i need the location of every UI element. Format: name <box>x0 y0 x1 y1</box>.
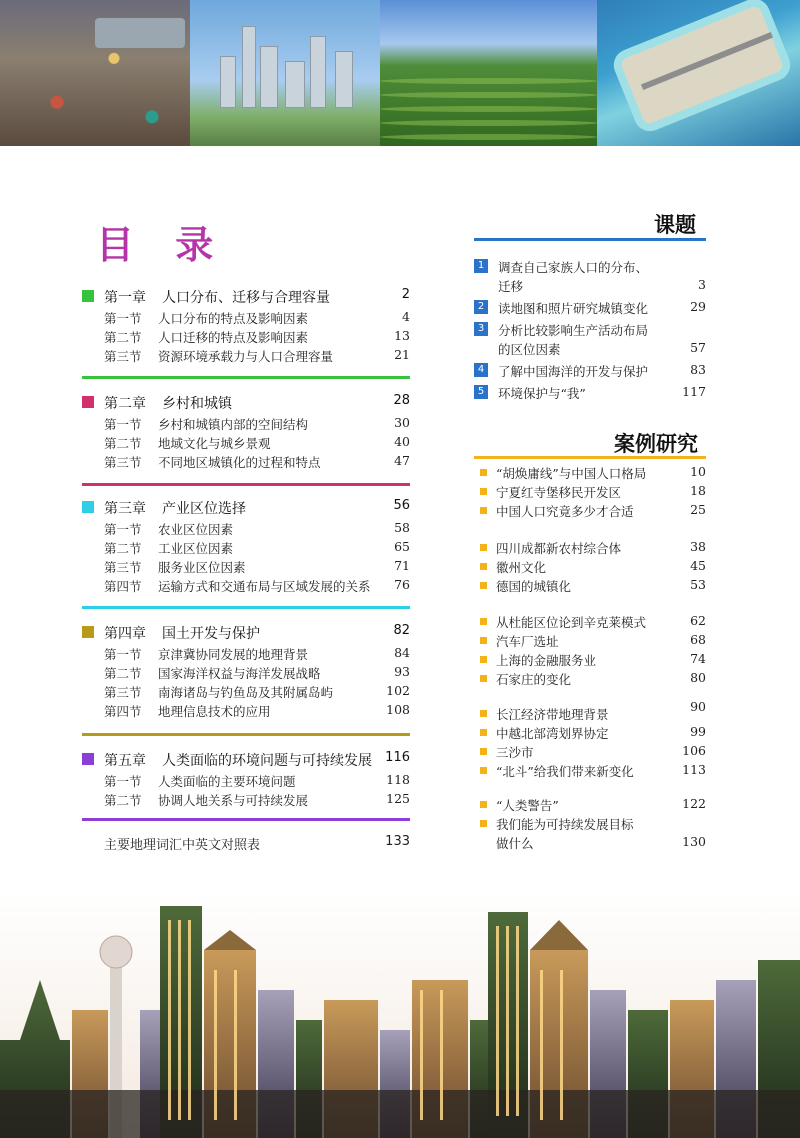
city-skyline-illustration <box>0 890 800 1138</box>
section-title: 人类面临的主要环境问题 <box>158 774 296 789</box>
section-title: 地理信息技术的应用 <box>158 704 271 719</box>
cases-title: 案例研究 <box>614 432 698 456</box>
section-title: 资源环境承载力与人口合理容量 <box>158 349 334 364</box>
topic-line2: 的区位因素 <box>498 342 561 357</box>
section-title: 运输方式和交通布局与区域发展的关系 <box>158 579 371 594</box>
section-page: 93 <box>394 664 410 679</box>
section-row[interactable] <box>82 557 410 576</box>
case-title: 长江经济带地理背景 <box>496 707 609 722</box>
case-page: 74 <box>690 651 706 666</box>
topic-line1: 分析比较影响生产活动布局 <box>498 323 649 338</box>
case-title: 汽车厂选址 <box>496 634 559 649</box>
chapter-divider <box>82 483 410 486</box>
page-title: 目 录 <box>96 223 228 267</box>
section-page: 21 <box>394 347 410 362</box>
section-row[interactable] <box>82 790 410 809</box>
case-item[interactable] <box>480 796 706 814</box>
chapter-marker-icon <box>82 290 94 302</box>
case-item[interactable] <box>480 762 706 780</box>
chapter-1 <box>82 286 410 365</box>
case-page: 99 <box>690 724 706 739</box>
section-label: 第四节 <box>104 704 142 719</box>
case-page: 106 <box>682 743 706 758</box>
chapter-name: 产业区位选择 <box>162 501 246 517</box>
case-item[interactable] <box>480 464 706 482</box>
section-row[interactable] <box>82 682 410 701</box>
bullet-icon <box>480 469 487 476</box>
case-item[interactable] <box>480 651 706 669</box>
section-row[interactable] <box>82 414 410 433</box>
section-label: 第四节 <box>104 579 142 594</box>
city-skyline-photo <box>190 0 380 146</box>
case-item[interactable] <box>480 613 706 631</box>
section-label: 第二节 <box>104 541 142 556</box>
chapter-number: 第四章 <box>104 626 146 642</box>
chapter-divider <box>82 606 410 609</box>
section-title: 人口分布的特点及影响因素 <box>158 311 309 326</box>
case-page: 62 <box>690 613 706 628</box>
case-title: “人类警告” <box>496 798 559 813</box>
section-page: 47 <box>394 453 410 468</box>
section-row[interactable] <box>82 538 410 557</box>
case-title: 石家庄的变化 <box>496 672 572 687</box>
section-title: 南海诸岛与钓鱼岛及其附属岛屿 <box>158 685 334 700</box>
section-title: 农业区位因素 <box>158 522 234 537</box>
case-item[interactable] <box>480 539 706 557</box>
chapter-marker-icon <box>82 626 94 638</box>
chapter-name: 国土开发与保护 <box>162 626 260 642</box>
case-title: 四川成都新农村综合体 <box>496 541 622 556</box>
section-row[interactable] <box>82 327 410 346</box>
topics-title: 课题 <box>654 213 696 237</box>
topic-number-badge: 2 <box>474 300 488 314</box>
topics-bar <box>474 238 706 241</box>
section-page: 102 <box>386 683 410 698</box>
glossary-entry[interactable] <box>104 834 410 853</box>
case-item[interactable] <box>480 815 706 833</box>
topic-number-badge: 1 <box>474 259 488 273</box>
case-page: 122 <box>682 796 706 811</box>
section-label: 第二节 <box>104 436 142 451</box>
section-row[interactable] <box>82 519 410 538</box>
section-page: 108 <box>386 702 410 717</box>
chapter-page: 28 <box>393 393 410 408</box>
bullet-icon <box>480 767 487 774</box>
section-page: 13 <box>394 328 410 343</box>
case-item[interactable] <box>480 558 706 576</box>
topic-item[interactable] <box>474 321 706 359</box>
glossary-page: 133 <box>385 834 410 849</box>
topic-line1: 环境保护与“我” <box>498 386 586 401</box>
section-title: 地域文化与城乡景观 <box>158 436 271 451</box>
bullet-icon <box>480 801 487 808</box>
case-page: 130 <box>682 834 706 849</box>
section-title: 京津冀协同发展的地理背景 <box>158 647 309 662</box>
case-page: 10 <box>690 464 706 479</box>
case-page: 53 <box>690 577 706 592</box>
case-page: 25 <box>690 502 706 517</box>
bullet-icon <box>480 748 487 755</box>
case-title: “胡焕庸线”与中国人口格局 <box>496 466 647 481</box>
chapter-marker-icon <box>82 501 94 513</box>
bullet-icon <box>480 820 487 827</box>
case-title: “北斗”给我们带来新变化 <box>496 764 634 779</box>
topic-item[interactable] <box>474 258 706 296</box>
chapter-page: 56 <box>393 498 410 513</box>
topic-number-badge: 3 <box>474 322 488 336</box>
chapter-5 <box>82 749 410 809</box>
bullet-icon <box>480 637 487 644</box>
section-label: 第一节 <box>104 647 142 662</box>
header-photo-strip <box>0 0 800 146</box>
case-title: 徽州文化 <box>496 560 547 575</box>
case-item[interactable] <box>480 724 706 742</box>
bullet-icon <box>480 675 487 682</box>
bullet-icon <box>480 544 487 551</box>
section-label: 第三节 <box>104 349 142 364</box>
chapter-page: 2 <box>401 287 410 302</box>
case-title: 宁夏红寺堡移民开发区 <box>496 485 622 500</box>
section-row[interactable] <box>82 433 410 452</box>
chapter-number: 第一章 <box>104 290 146 306</box>
bullet-icon <box>480 488 487 495</box>
section-label: 第三节 <box>104 560 142 575</box>
chapter-divider <box>82 733 410 736</box>
section-page: 65 <box>394 539 410 554</box>
case-item[interactable] <box>480 670 706 688</box>
section-label: 第三节 <box>104 455 142 470</box>
case-page: 45 <box>690 558 706 573</box>
topic-item[interactable] <box>474 299 706 318</box>
topic-line2: 迁移 <box>498 279 524 294</box>
case-title: 我们能为可持续发展目标 <box>496 817 634 832</box>
case-page: 38 <box>690 539 706 554</box>
section-row[interactable] <box>82 663 410 682</box>
case-item[interactable] <box>480 834 706 852</box>
chapter-heading[interactable] <box>82 286 410 308</box>
chapter-2 <box>82 392 410 471</box>
chapter-heading[interactable] <box>82 497 410 519</box>
topic-line1: 读地图和照片研究城镇变化 <box>498 301 649 316</box>
section-page: 71 <box>394 558 410 573</box>
section-title: 国家海洋权益与海洋发展战略 <box>158 666 321 681</box>
section-row[interactable] <box>82 308 410 327</box>
section-page: 30 <box>394 415 410 430</box>
case-page: 113 <box>682 762 706 777</box>
section-title: 协调人地关系与可持续发展 <box>158 793 309 808</box>
chapter-divider <box>82 376 410 379</box>
chapter-name: 人口分布、迁移与合理容量 <box>162 290 330 306</box>
chapter-marker-icon <box>82 753 94 765</box>
case-item[interactable] <box>480 483 706 501</box>
section-label: 第一节 <box>104 417 142 432</box>
section-page: 40 <box>394 434 410 449</box>
topic-item[interactable] <box>474 384 706 403</box>
chapter-number: 第二章 <box>104 396 146 412</box>
topic-item[interactable] <box>474 362 706 381</box>
glossary-title: 主要地理词汇中英文对照表 <box>104 838 261 853</box>
section-row[interactable] <box>82 452 410 471</box>
topic-line1: 了解中国海洋的开发与保护 <box>498 364 649 379</box>
case-item[interactable] <box>480 632 706 650</box>
chapter-heading[interactable] <box>82 392 410 414</box>
topic-line1: 调查自己家族人口的分布、 <box>498 260 649 275</box>
case-item[interactable] <box>480 502 706 520</box>
section-page: 84 <box>394 645 410 660</box>
case-page: 80 <box>690 670 706 685</box>
section-label: 第一节 <box>104 522 142 537</box>
section-page: 76 <box>394 577 410 592</box>
section-label: 第一节 <box>104 774 142 789</box>
topic-page: 117 <box>682 384 706 399</box>
chapter-divider <box>82 818 410 821</box>
section-title: 服务业区位因素 <box>158 560 246 575</box>
chapter-name: 乡村和城镇 <box>162 396 232 412</box>
section-label: 第二节 <box>104 793 142 808</box>
topic-number-badge: 5 <box>474 385 488 399</box>
section-row[interactable] <box>82 644 410 663</box>
chapter-heading[interactable] <box>82 749 410 771</box>
section-page: 118 <box>386 772 410 787</box>
topic-page: 83 <box>690 362 706 377</box>
case-item[interactable] <box>480 743 706 761</box>
case-title: 做什么 <box>496 836 534 851</box>
cases-bar <box>474 456 706 459</box>
section-title: 乡村和城镇内部的空间结构 <box>158 417 309 432</box>
section-row[interactable] <box>82 771 410 790</box>
case-page: 90 <box>690 699 706 714</box>
section-row[interactable] <box>82 346 410 365</box>
tea-terrace-photo <box>380 0 597 146</box>
chapter-4 <box>82 622 410 720</box>
case-page: 68 <box>690 632 706 647</box>
section-label: 第一节 <box>104 311 142 326</box>
chapter-number: 第五章 <box>104 753 146 769</box>
topic-page: 3 <box>698 277 706 292</box>
chapter-number: 第三章 <box>104 501 146 517</box>
chapter-page: 82 <box>393 623 410 638</box>
case-title: 中国人口究竟多少才合适 <box>496 504 634 519</box>
section-title: 不同地区城镇化的过程和特点 <box>158 455 321 470</box>
chapter-3 <box>82 497 410 595</box>
case-title: 上海的金融服务业 <box>496 653 597 668</box>
section-row[interactable] <box>82 576 410 595</box>
topic-number-badge: 4 <box>474 363 488 377</box>
case-title: 中越北部湾划界协定 <box>496 726 609 741</box>
case-title: 从杜能区位论到辛克莱模式 <box>496 615 647 630</box>
bullet-icon <box>480 507 487 514</box>
topic-page: 57 <box>690 340 706 355</box>
section-title: 工业区位因素 <box>158 541 234 556</box>
section-label: 第二节 <box>104 666 142 681</box>
bullet-icon <box>480 563 487 570</box>
section-label: 第三节 <box>104 685 142 700</box>
section-label: 第二节 <box>104 330 142 345</box>
bullet-icon <box>480 582 487 589</box>
bullet-icon <box>480 710 487 717</box>
case-page: 18 <box>690 483 706 498</box>
case-item[interactable] <box>480 699 706 723</box>
case-item[interactable] <box>480 577 706 595</box>
bullet-icon <box>480 656 487 663</box>
chapter-heading[interactable] <box>82 622 410 644</box>
topic-page: 29 <box>690 299 706 314</box>
section-page: 125 <box>386 791 410 806</box>
chapter-name: 人类面临的环境问题与可持续发展 <box>162 753 372 769</box>
bullet-icon <box>480 729 487 736</box>
island-photo <box>597 0 800 146</box>
section-page: 58 <box>394 520 410 535</box>
case-title: 德国的城镇化 <box>496 579 572 594</box>
chapter-page: 116 <box>385 750 410 765</box>
section-title: 人口迁移的特点及影响因素 <box>158 330 309 345</box>
case-title: 三沙市 <box>496 745 534 760</box>
crowd-photo <box>0 0 190 146</box>
bullet-icon <box>480 618 487 625</box>
section-row[interactable] <box>82 701 410 720</box>
chapter-marker-icon <box>82 396 94 408</box>
section-page: 4 <box>402 309 410 324</box>
